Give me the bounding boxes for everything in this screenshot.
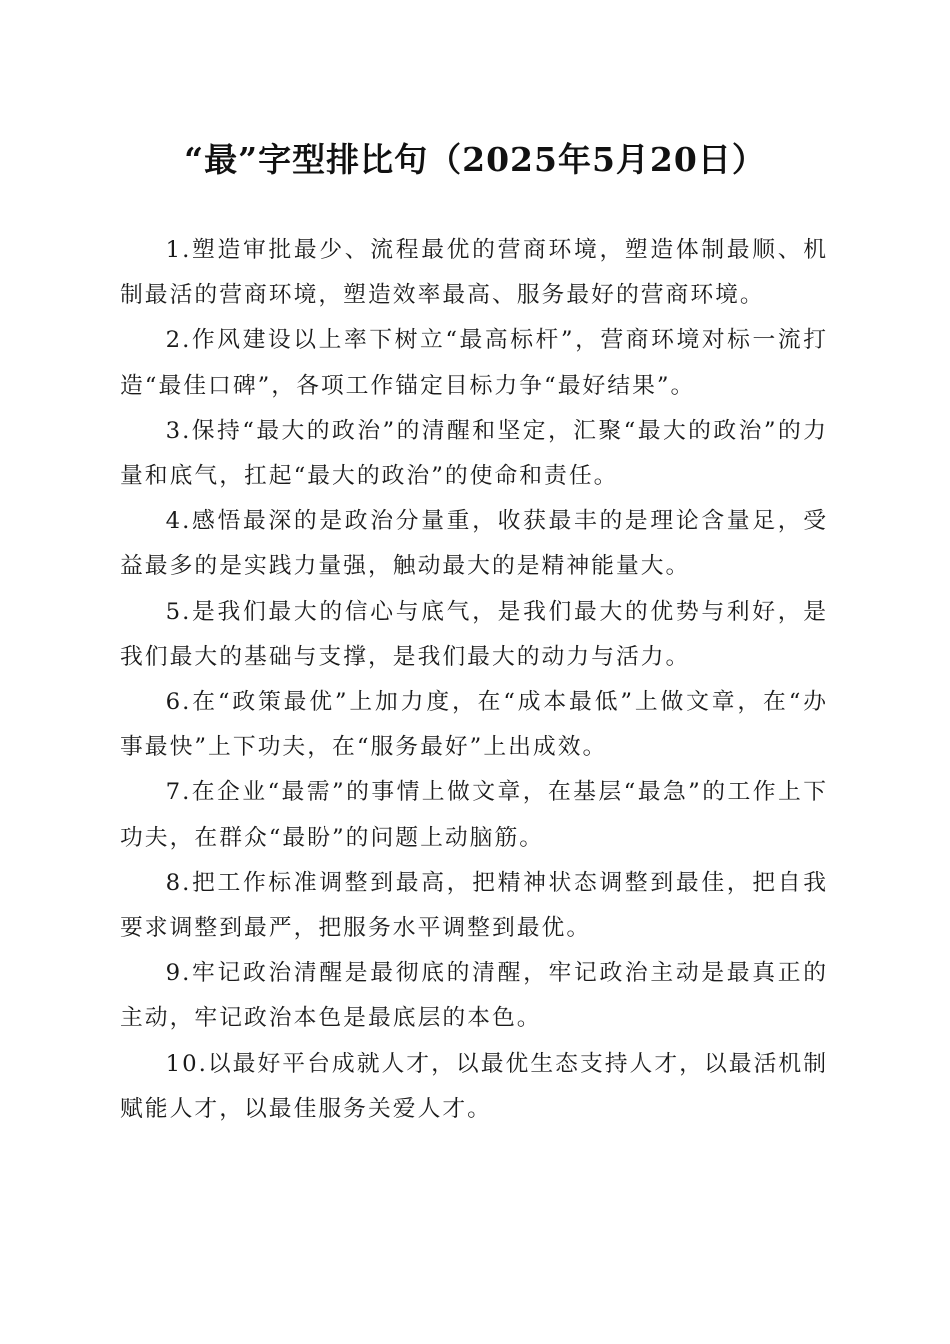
list-item: 1.塑造审批最少、流程最优的营商环境，塑造体制最顺、机制最活的营商环境，塑造效率最高、服务最好的营商环境。 xyxy=(120,237,828,309)
list-item: 5.是我们最大的信心与底气，是我们最大的优势与利好，是我们最大的基础与支撑，是我们最大的动力与活力。 xyxy=(120,598,828,670)
list-item: 10.以最好平台成就人才，以最优生态支持人才，以最活机制赋能人才，以最佳服务关爱人才。 xyxy=(120,1050,828,1122)
list-item: 9.牢记政治清醒是最彻底的清醒，牢记政治主动是最真正的主动，牢记政治本色是最底层的本色。 xyxy=(120,960,828,1032)
list-item: 4.感悟最深的是政治分量重，收获最丰的是理论含量足，受益最多的是实践力量强，触动最大的是精神能量大。 xyxy=(120,508,828,580)
document-body xyxy=(120,228,828,1132)
list-item: 3.保持“最大的政治”的清醒和坚定，汇聚“最大的政治”的力量和底气，扛起“最大的政治”的使命和责任。 xyxy=(120,417,828,490)
list-item: 7.在企业“最需”的事情上做文章，在基层“最急”的工作上下功夫，在群众“最盼”的问题上动脑筋。 xyxy=(120,779,828,851)
document-title: “最”字型排比句（2025年5月20日） xyxy=(184,140,766,179)
list-item: 2.作风建设以上率下树立“最高标杆”，营商环境对标一流打造“最佳口碑”，各项工作锚定目标力争“最好结果”。 xyxy=(120,327,828,399)
list-item: 8.把工作标准调整到最高，把精神状态调整到最佳，把自我要求调整到最严，把服务水平调整到最优。 xyxy=(120,869,828,942)
list-item: 6.在“政策最优”上加力度，在“成本最低”上做文章，在“办事最快”上下功夫，在“服务最好”上出成效。 xyxy=(120,689,828,761)
